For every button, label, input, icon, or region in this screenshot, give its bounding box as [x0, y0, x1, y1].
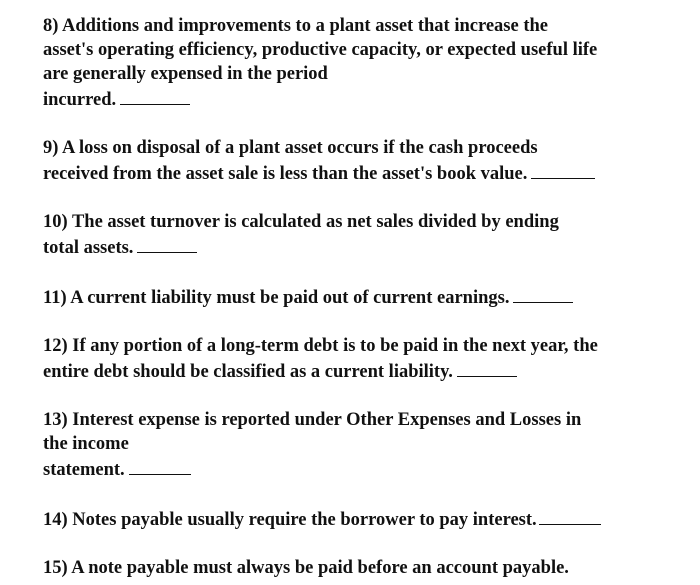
question-line: [43, 506, 683, 532]
question-line: [43, 234, 683, 260]
question-9: [43, 136, 683, 186]
answer-blank[interactable]: [457, 358, 517, 377]
question-line: [43, 284, 683, 310]
answer-blank[interactable]: [513, 284, 573, 303]
question-line: [43, 160, 683, 186]
question-line: 15) A note payable must always be paid before an account payable.: [43, 558, 569, 578]
question-line: 9) A loss on disposal of a plant asset occurs if the cash proceeds: [43, 138, 538, 158]
question-10: [43, 210, 683, 260]
question-line: the income: [43, 434, 129, 454]
question-line-text: 14) Notes payable usually require the borrower to pay interest.: [43, 510, 537, 530]
answer-blank[interactable]: [137, 234, 197, 253]
question-line: are generally expensed in the period: [43, 64, 328, 84]
question-line-text: statement.: [43, 460, 125, 480]
question-line: [43, 86, 683, 112]
question-line: [43, 456, 683, 482]
question-line-text: total assets.: [43, 238, 134, 258]
question-13: [43, 408, 683, 482]
question-11: [43, 284, 683, 310]
question-line: asset's operating efficiency, productive capacity, or expected useful life: [43, 40, 598, 60]
question-line: 8) Additions and improvements to a plant asset that increase the: [43, 16, 549, 36]
question-line-text: received from the asset sale is less than the asset's book value.: [43, 164, 528, 184]
answer-blank[interactable]: [129, 456, 191, 475]
question-line: [43, 358, 683, 384]
question-14: [43, 506, 683, 532]
question-line-text: 11) A current liability must be paid out of current earnings.: [43, 288, 510, 308]
question-line: 13) Interest expense is reported under Other Expenses and Losses in: [43, 410, 582, 430]
answer-blank[interactable]: [120, 86, 190, 105]
answer-blank[interactable]: [539, 506, 601, 525]
question-line: 10) The asset turnover is calculated as net sales divided by ending: [43, 212, 559, 232]
question-8: [43, 14, 683, 112]
question-sheet: [43, 14, 683, 580]
question-line-text: entire debt should be classified as a current liability.: [43, 362, 453, 382]
answer-blank[interactable]: [531, 160, 595, 179]
question-12: [43, 334, 683, 384]
question-line-text: incurred.: [43, 90, 117, 110]
question-line: 12) If any portion of a long-term debt is to be paid in the next year, the: [43, 336, 598, 356]
question-15: [43, 556, 683, 580]
